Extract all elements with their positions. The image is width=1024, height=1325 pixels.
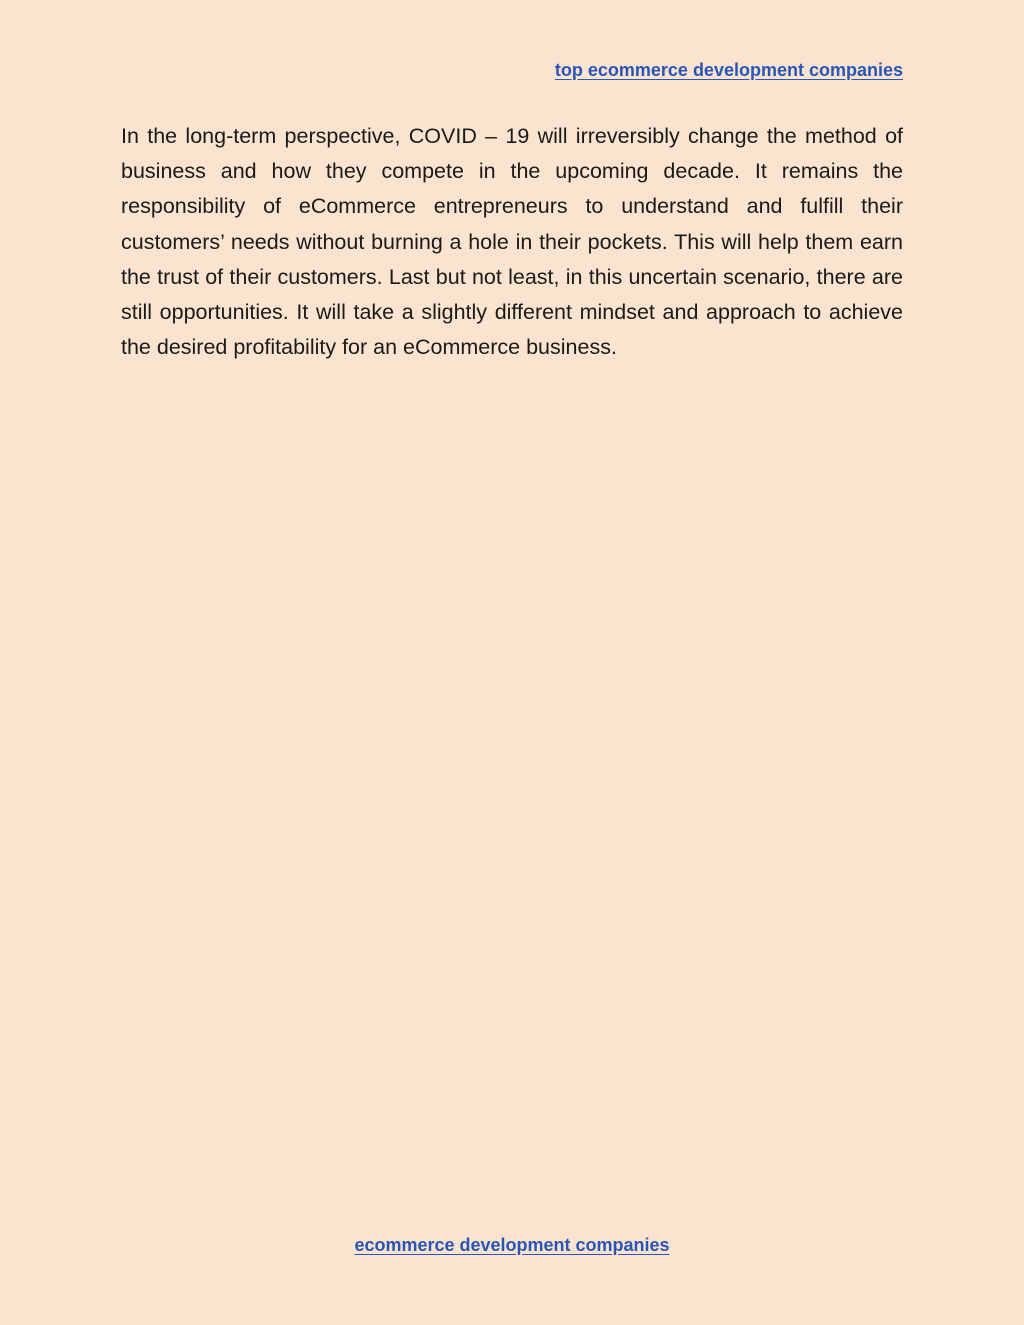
footer-link[interactable]: ecommerce development companies — [354, 1235, 670, 1255]
header-link[interactable]: top ecommerce development companies — [554, 60, 903, 80]
footer — [0, 1235, 1024, 1256]
body-paragraph: In the long-term perspective, COVID – 19 will irreversibly change the method of business and how they compete in the upcoming decade. It remains the responsibility of eCommerce entrepreneurs to understand and fulfill their customers’ needs without burning a hole in their pockets. This will help them earn the trust of their customers. Last but not least, in this uncertain scenario, there are still opportunities. It will take a slightly different mindset and approach to achieve the desired profitability for an eCommerce business. — [121, 124, 903, 360]
